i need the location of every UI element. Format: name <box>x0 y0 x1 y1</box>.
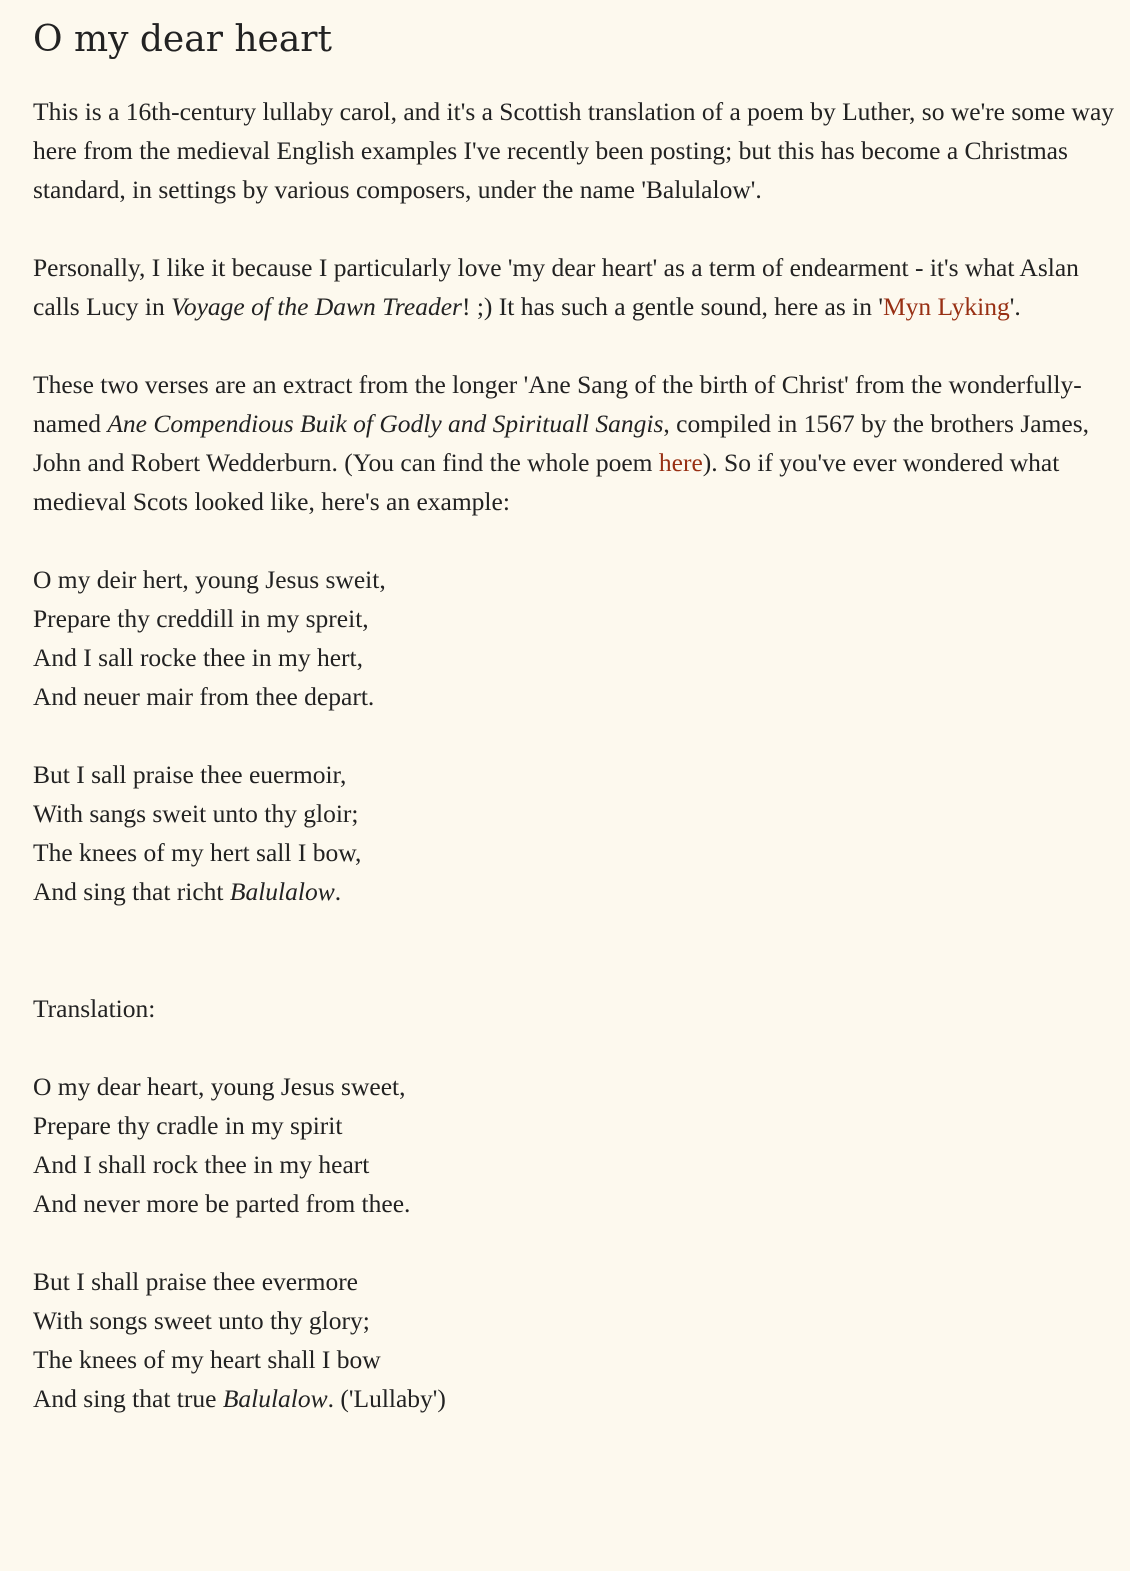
intro-paragraph: This is a 16th-century lullaby carol, and it's a Scottish translation of a poem by Luther, so we're some way here from the medieval English examples I've recently been posting; but this has become a Christmas standard, in settings by various composers, under the name 'Balulalow'. <box>33 97 1115 204</box>
blog-post <box>33 16 1118 1457</box>
verse-line-last <box>33 1379 1118 1418</box>
verse-line: And never more be parted from thee. <box>33 1189 411 1218</box>
verse-text: And sing that richt <box>33 877 230 906</box>
spacer <box>33 950 1118 989</box>
verse-text: And sing that true <box>33 1384 223 1413</box>
verse-line: Prepare thy cradle in my spirit <box>33 1111 343 1140</box>
verse-line: With sangs sweit unto thy gloir; <box>33 799 359 828</box>
verse-line: With songs sweet unto thy glory; <box>33 1306 370 1335</box>
paragraph-text: '. <box>1009 292 1021 321</box>
verse-line: Prepare thy creddill in my spreit, <box>33 604 369 633</box>
verse-line: And neuer mair from thee depart. <box>33 682 375 711</box>
verse-line: The knees of my hert sall I bow, <box>33 838 362 867</box>
verse-line: O my deir hert, young Jesus sweit, <box>33 565 386 594</box>
book-title: Ane Compendious Buik of Godly and Spirituall Sangis <box>107 409 664 438</box>
myn-lyking-link[interactable]: Myn Lyking <box>882 292 1010 321</box>
verse-line: But I sall praise thee euermoir, <box>33 760 347 789</box>
verse-line: The knees of my heart shall I bow <box>33 1345 381 1374</box>
personal-paragraph <box>33 248 1118 326</box>
verse-line: And I shall rock thee in my heart <box>33 1150 370 1179</box>
verse-emphasis: Balulalow <box>222 1384 328 1413</box>
whole-poem-link[interactable]: here <box>658 448 703 477</box>
verse-line: But I shall praise thee evermore <box>33 1267 359 1296</box>
scots-verse-2 <box>33 755 1118 911</box>
paragraph-text: ! ;) It has such a gentle sound, here as in ' <box>461 292 883 321</box>
source-paragraph <box>33 365 1118 521</box>
book-title: Voyage of the Dawn Treader <box>171 292 462 321</box>
verse-emphasis: Balulalow <box>229 877 335 906</box>
english-verse-1 <box>33 1067 1118 1223</box>
english-verse-2 <box>33 1262 1118 1418</box>
paragraph-text: Personally, I like it because I particularly love 'my dear heart' as a term of endearment - it's what Aslan calls Lucy in <box>33 253 1079 321</box>
verse-line: O my dear heart, young Jesus sweet, <box>33 1072 406 1101</box>
verse-line-last <box>33 872 1118 911</box>
verse-line: And I sall rocke thee in my hert, <box>33 643 363 672</box>
paragraph-text: , compiled in 1567 by the brothers James, John and Robert Wedderburn. (You can find the whole poem <box>33 409 1090 477</box>
post-title: O my dear heart <box>33 19 332 60</box>
scots-verse-1 <box>33 560 1118 716</box>
paragraph-text: ). So if you've ever wondered what medieval Scots looked like, here's an example: <box>33 448 1060 516</box>
paragraph-text: These two verses are an extract from the longer 'Ane Sang of the birth of Christ' from the wonderfully-named <box>33 370 1082 438</box>
verse-text: . <box>334 877 342 906</box>
verse-text: . ('Lullaby') <box>327 1384 446 1413</box>
translation-label: Translation: <box>33 994 156 1023</box>
